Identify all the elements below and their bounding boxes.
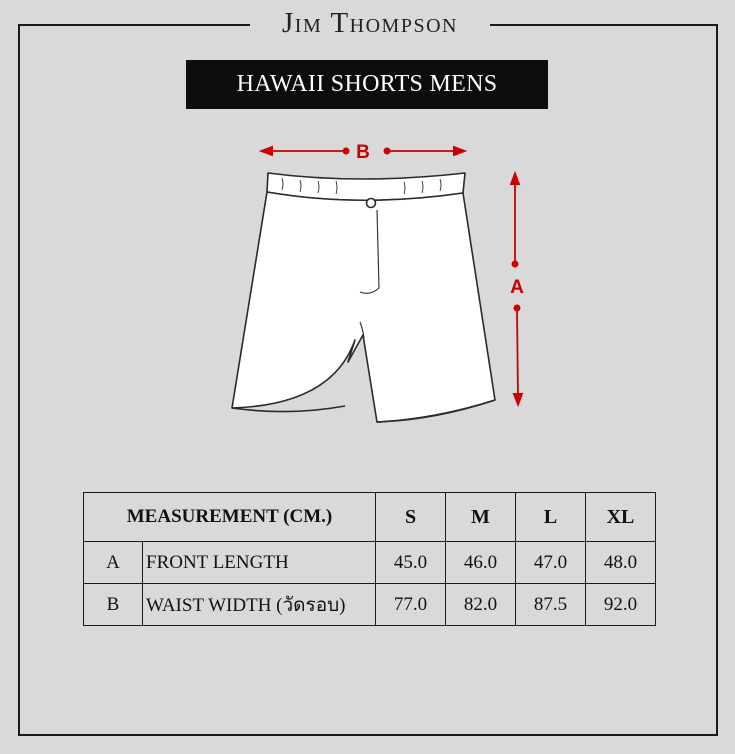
row-label: WAIST WIDTH (วัดรอบ) (143, 584, 376, 626)
row-value: 87.5 (516, 584, 586, 626)
table-header-row (84, 493, 656, 542)
row-value: 46.0 (446, 542, 516, 584)
table-row (84, 542, 656, 584)
row-value: 77.0 (376, 584, 446, 626)
row-code: A (84, 542, 143, 584)
measurement-b-label: B (356, 142, 370, 163)
row-value: 82.0 (446, 584, 516, 626)
row-label: FRONT LENGTH (143, 542, 376, 584)
table-row (84, 584, 656, 626)
brand-logo: Jim Thompson (250, 6, 490, 40)
size-chart-table (83, 492, 656, 626)
row-value: 45.0 (376, 542, 446, 584)
row-value: 48.0 (586, 542, 656, 584)
measurement-a-label: A (510, 277, 524, 298)
shorts-diagram (220, 130, 540, 440)
row-code: B (84, 584, 143, 626)
row-value: 92.0 (586, 584, 656, 626)
size-header-m: M (446, 493, 516, 542)
product-title: HAWAII SHORTS MENS (186, 60, 548, 109)
size-header-l: L (516, 493, 586, 542)
row-value: 47.0 (516, 542, 586, 584)
measurement-header: MEASUREMENT (CM.) (84, 493, 376, 542)
size-header-xl: XL (586, 493, 656, 542)
shorts-illustration (232, 173, 495, 422)
size-header-s: S (376, 493, 446, 542)
